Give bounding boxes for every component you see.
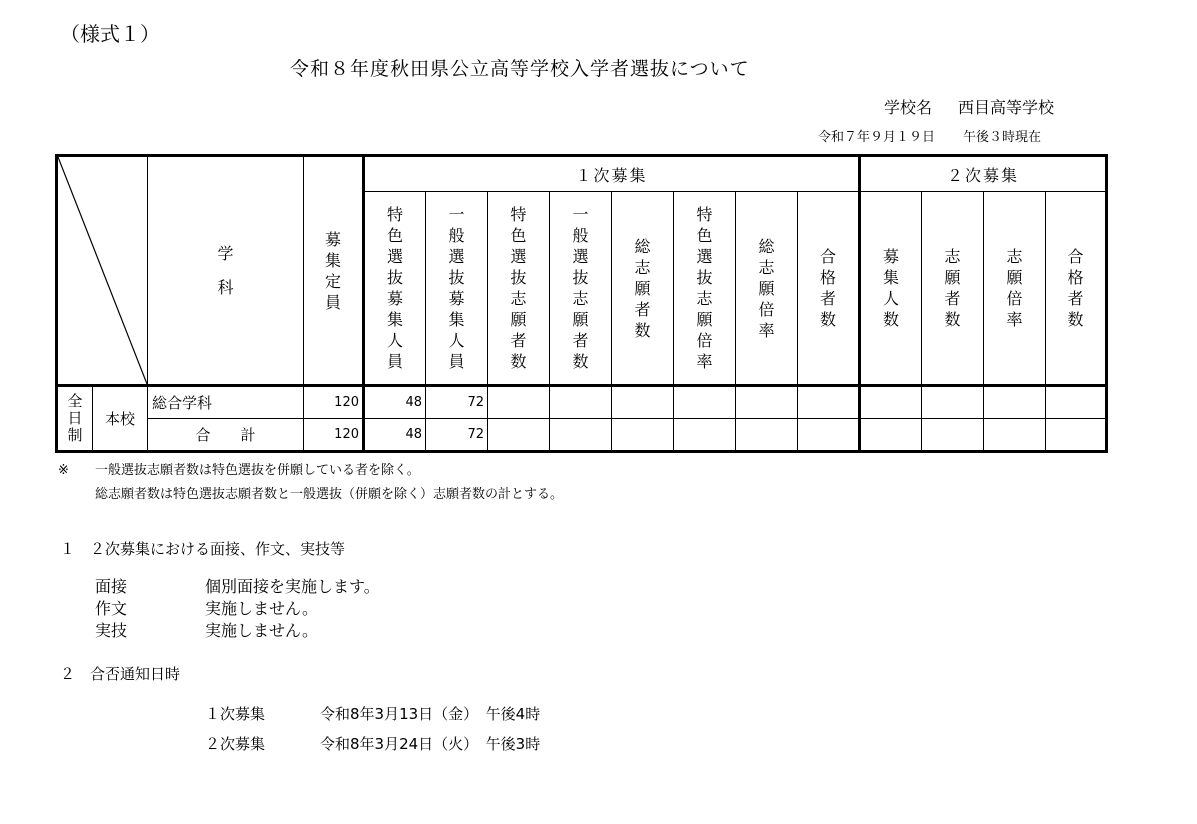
- campus-cell: 本校: [93, 386, 148, 452]
- header-ippan-boshu: 一般選抜募集人員: [426, 192, 488, 386]
- header-group-first-round: １次募集: [364, 156, 860, 192]
- diagonal-line: [58, 157, 147, 384]
- note-line-1: 一般選抜志願者数は特色選抜を併願している者を除く。: [95, 463, 420, 478]
- empty-cell: [674, 419, 736, 452]
- empty-cell: [1046, 419, 1107, 452]
- note-mark: ※: [58, 463, 69, 478]
- empty-cell: [860, 419, 922, 452]
- form-number-label: （様式１）: [60, 22, 160, 46]
- course-type-cell: 全日制: [57, 386, 93, 452]
- empty-cell: [1046, 386, 1107, 419]
- header-gokaku: 合格者数: [798, 192, 860, 386]
- total-label: 合 計: [148, 419, 304, 452]
- diagonal-corner-cell: [57, 156, 148, 386]
- applicant-table: [55, 154, 1108, 453]
- school-name-line: [884, 95, 1054, 118]
- header2-bairitsu: 志願倍率: [984, 192, 1046, 386]
- section-1-item: 面接 個別面接を実施します。: [95, 577, 380, 596]
- empty-cell: [550, 419, 612, 452]
- empty-cell: [736, 419, 798, 452]
- header2-gokaku: 合格者数: [1046, 192, 1107, 386]
- total-teiin-value: 120: [304, 419, 364, 452]
- header-so-bairitsu: 総志願倍率: [736, 192, 798, 386]
- header-tokushoku-shigan: 特色選抜志願者数: [488, 192, 550, 386]
- header2-boshu: 募集人数: [860, 192, 922, 386]
- header-ippan-shigan: 一般選抜志願者数: [550, 192, 612, 386]
- ippan-boshu-value: 72: [426, 386, 488, 419]
- empty-cell: [612, 386, 674, 419]
- section-1-item: 実技 実施しません。: [95, 621, 318, 640]
- as-of-date-line: [818, 126, 1041, 145]
- total-tokushoku-value: 48: [364, 419, 426, 452]
- empty-cell: [488, 386, 550, 419]
- section-2-title: ２ 合否通知日時: [60, 665, 181, 683]
- empty-cell: [488, 419, 550, 452]
- notification-row: ２次募集 令和8年3月24日（火） 午後3時: [205, 735, 541, 753]
- header-boshu-teiin: 募集定員: [304, 156, 364, 386]
- document-title: 令和８年度秋田県公立高等学校入学者選抜について: [290, 58, 750, 80]
- empty-cell: [798, 419, 860, 452]
- as-of-date: 令和７年９月１９日: [818, 130, 936, 145]
- header-gakka: 学 科: [148, 156, 304, 386]
- teiin-value: 120: [304, 386, 364, 419]
- table-notes: [58, 459, 563, 507]
- empty-cell: [674, 386, 736, 419]
- note-line-2: 総志願者数は特色選抜志願者数と一般選抜（併願を除く）志願者数の計とする。: [95, 487, 564, 502]
- header-tokushoku-boshu: 特色選抜募集人員: [364, 192, 426, 386]
- total-ippan-value: 72: [426, 419, 488, 452]
- school-name-label: 学校名: [884, 98, 933, 117]
- tokushoku-boshu-value: 48: [364, 386, 426, 419]
- empty-cell: [922, 419, 984, 452]
- empty-cell: [736, 386, 798, 419]
- school-name: 西目高等学校: [958, 98, 1055, 117]
- section-1-title: １ ２次募集における面接、作文、実技等: [60, 540, 346, 558]
- header-so-shigan: 総志願者数: [612, 192, 674, 386]
- empty-cell: [798, 386, 860, 419]
- empty-cell: [984, 386, 1046, 419]
- empty-cell: [860, 386, 922, 419]
- header-tokushoku-bairitsu: 特色選抜志願倍率: [674, 192, 736, 386]
- empty-cell: [550, 386, 612, 419]
- empty-cell: [612, 419, 674, 452]
- notification-row: １次募集 令和8年3月13日（金） 午後4時: [205, 705, 541, 723]
- header-group-second-round: ２次募集: [860, 156, 1107, 192]
- as-of-time: 午後３時現在: [963, 130, 1042, 145]
- dept-name: 総合学科: [148, 386, 304, 419]
- empty-cell: [984, 419, 1046, 452]
- header2-shigan: 志願者数: [922, 192, 984, 386]
- section-1-item: 作文 実施しません。: [95, 599, 318, 618]
- empty-cell: [922, 386, 984, 419]
